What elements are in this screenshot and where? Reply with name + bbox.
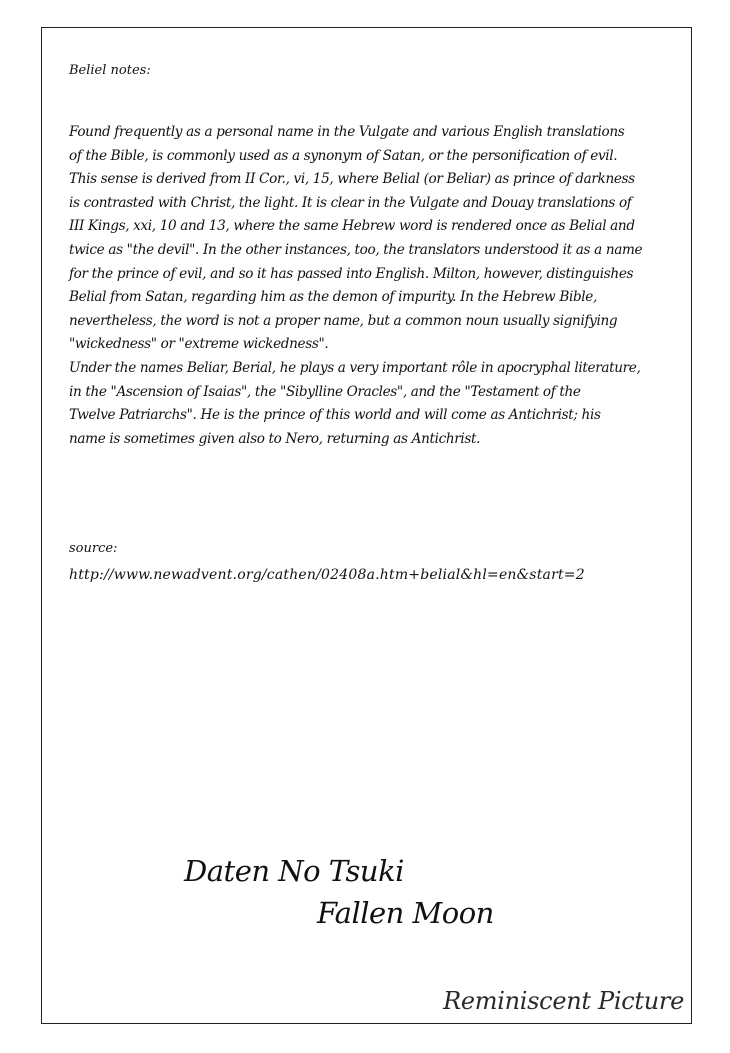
page-frame: [41, 27, 692, 1024]
notes-line: twice as "the devil". In the other instances, too, the translators understood it as a name: [69, 241, 643, 258]
notes-line: Found frequently as a personal name in the Vulgate and various English translations: [69, 124, 625, 140]
notes-line: of the Bible, is commonly used as a synonym of Satan, or the personification of evil.: [69, 147, 618, 164]
signature-line-2: Fallen Moon: [317, 896, 494, 930]
notes-line: in the "Ascension of Isaias", the "Sibylline Oracles", and the "Testament of the: [69, 383, 581, 400]
notes-line: is contrasted with Christ, the light. It is clear in the Vulgate and Douay translations of: [69, 194, 632, 211]
notes-line: Twelve Patriarchs". He is the prince of this world and will come as Antichrist; his: [69, 407, 601, 424]
notes-line: Under the names Beliar, Berial, he plays a very important rôle in apocryphal literature,: [69, 359, 641, 376]
notes-line: "wickedness" or "extreme wickedness".: [69, 336, 329, 353]
notes-line: This sense is derived from II Cor., vi, 15, where Belial (or Beliar) as prince of darkness: [69, 171, 635, 188]
source-url: http://www.newadvent.org/cathen/02408a.htm+belial&hl=en&start=2: [69, 567, 585, 583]
notes-line: name is sometimes given also to Nero, returning as Antichrist.: [69, 430, 481, 447]
signature-line-1: Daten No Tsuki: [184, 854, 404, 888]
notes-line: nevertheless, the word is not a proper name, but a common noun usually signifying: [69, 312, 618, 329]
source-label: source:: [69, 541, 118, 556]
notes-line: Belial from Satan, regarding him as the demon of impurity. In the Hebrew Bible,: [69, 289, 597, 306]
notes-line: III Kings, xxi, 10 and 13, where the same Hebrew word is rendered once as Belial and: [69, 218, 635, 235]
notes-heading: Beliel notes:: [69, 63, 151, 78]
watermark: Reminiscent Picture: [443, 987, 684, 1015]
notes-line: for the prince of evil, and so it has passed into English. Milton, however, distinguishes: [69, 265, 634, 282]
notes-body: [69, 121, 684, 451]
